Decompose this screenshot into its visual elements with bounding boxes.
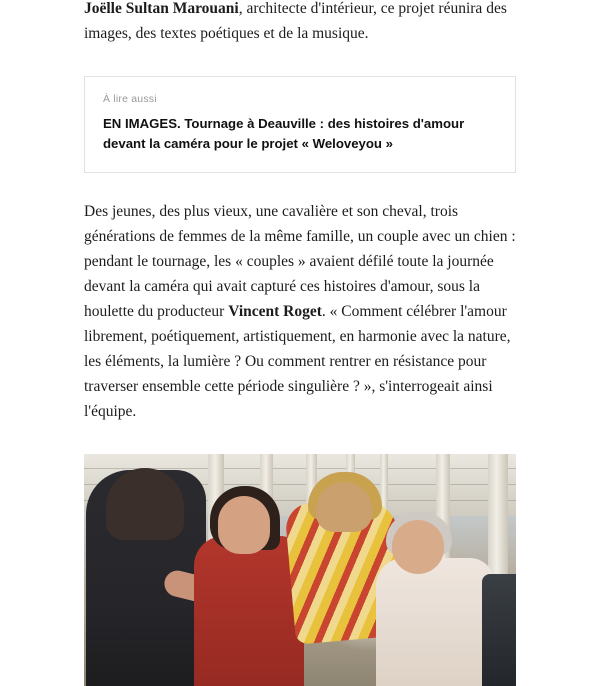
spacer-above-photo bbox=[84, 424, 516, 454]
paragraph-main bbox=[84, 199, 516, 424]
spacer-above-readalso bbox=[84, 46, 516, 76]
photo-figure-head bbox=[392, 520, 444, 574]
photo-figure-head bbox=[218, 496, 270, 554]
paragraph-main-bold-name: Vincent Roget bbox=[228, 303, 322, 320]
photo-figure-hair bbox=[106, 468, 184, 540]
paragraph-intro bbox=[84, 0, 516, 46]
paragraph-main-part-2: . « Comment célébrer l'amour librement, poétiquement, artistiquement, en harmonie avec la nature, les éléments, la lumière ? Ou comment rentrer en résistance pour traverser ensemble cette période singulière ? », s'interrogeait ainsi l'équipe. bbox=[84, 303, 511, 420]
spacer-below-readalso bbox=[84, 173, 516, 199]
read-also-kicker: À lire aussi bbox=[103, 93, 157, 105]
photo-wheelchair bbox=[482, 574, 516, 686]
photo-figure-head bbox=[316, 482, 372, 532]
paragraph-main-part-1: Des jeunes, des plus vieux, une cavalière et son cheval, trois générations de femmes de la même famille, un couple avec un chien : pendant le tournage, les « couples » avaient défilé toute la journée devant la caméra qui avait capturé ces histoires d'amour, sous la houlette du producteur bbox=[84, 203, 516, 320]
read-also-link[interactable]: EN IMAGES. Tournage à Deauville : des histoires d'amour devant la caméra pour le projet « Weloveyou » bbox=[103, 116, 465, 151]
paragraph-intro-lead: Joëlle Sultan Marouani bbox=[84, 0, 239, 17]
article-photo-wrapper bbox=[0, 454, 600, 686]
read-also-box[interactable] bbox=[84, 76, 516, 173]
photo-figure-red-dress bbox=[194, 536, 304, 686]
paragraph-intro-rest: , architecte d'intérieur, ce projet réunira des images, des textes poétiques et de la musique. bbox=[84, 0, 507, 42]
photo-figure-seated-elder bbox=[376, 558, 494, 686]
article-photo bbox=[84, 454, 516, 686]
